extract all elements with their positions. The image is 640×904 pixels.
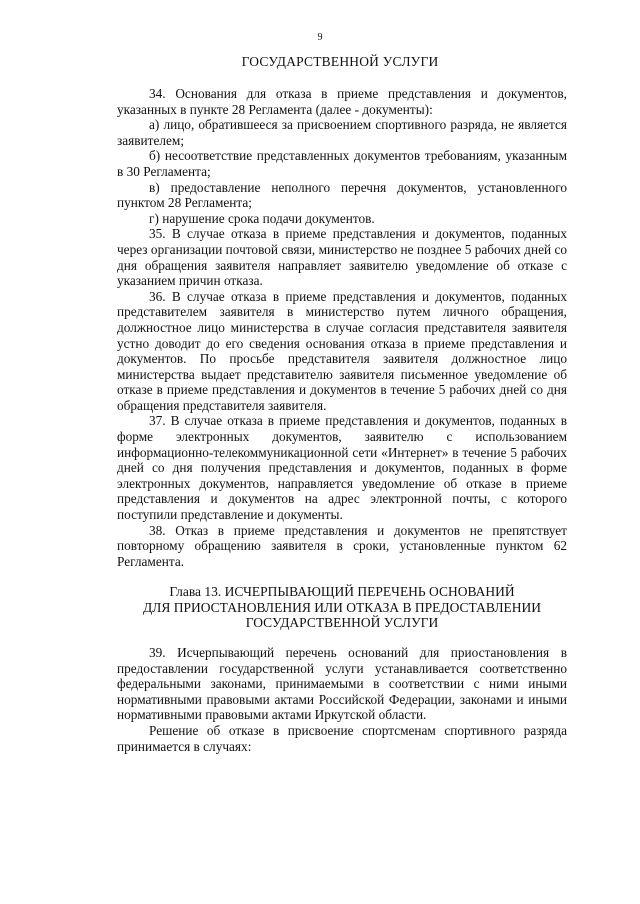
section-heading: ГОСУДАРСТВЕННОЙ УСЛУГИ	[241, 54, 439, 69]
paragraph-37: 37. В случае отказа в приеме представления и документов, поданных в форме электронных документов, заявителю с использованием информационно-телекоммуникационной сети «Интернет» в течение 5 рабочих дней со дня получения представления и документов, поданных в форме электронных документов, направляется уведомление об отказе в приеме представления и документов на адрес электронной почты, с которого поступили представление и документы.	[117, 413, 567, 523]
paragraph-39: 39. Исчерпывающий перечень оснований для приостановления в предоставлении государственной услуги устанавливается соответственно федеральными законами, принимаемыми в соответствии с ними иными нормативными правовыми актами Российской Федерации, законами и иными нормативными правовыми актами Иркутской области.	[117, 645, 567, 723]
paragraph-34d: г) нарушение срока подачи документов.	[149, 210, 375, 226]
paragraph-34c: в) предоставление неполного перечня документов, установленного пунктом 28 Регламента;	[117, 179, 567, 211]
paragraph-34: 34. Основания для отказа в приеме представления и документов, указанных в пункте 28 Регламента (далее - документы):	[117, 86, 567, 117]
text-block-2	[117, 645, 567, 754]
paragraph-35: 35. В случае отказа в приеме представления и документов, поданных через организации почтовой связи, министерство не позднее 5 рабочих дней со дня обращения заявителя направляет заявителю уведомление об отказе с указанием причин отказа.	[117, 226, 567, 289]
paragraph-refusal-decision: Решение об отказе в присвоение спортсменам спортивного разряда принимается в случаях:	[117, 722, 567, 754]
chapter-heading-line-2: ДЛЯ ПРИОСТАНОВЛЕНИЯ ИЛИ ОТКАЗА В ПРЕДОСТАВЛЕНИИ	[142, 599, 542, 615]
text-block-1	[117, 86, 567, 569]
chapter-heading-line-3: ГОСУДАРСТВЕННОЙ УСЛУГИ	[245, 615, 439, 631]
paragraph-34b: б) несоответствие представленных документов требованиям, указанным в 30 Регламента;	[117, 148, 567, 179]
page-number: 9	[317, 32, 323, 43]
chapter-heading-line-1: Глава 13. ИСЧЕРПЫВАЮЩИЙ ПЕРЕЧЕНЬ ОСНОВАНИЙ	[169, 584, 515, 599]
chapter-heading	[117, 584, 567, 631]
paragraph-38: 38. Отказ в приеме представления и документов не препятствует повторному обращению заявителя в сроки, установленные пунктом 62 Регламента.	[117, 522, 567, 569]
paragraph-34a: а) лицо, обратившееся за присвоением спортивного разряда, не является заявителем;	[117, 117, 567, 148]
paragraph-36: 36. В случае отказа в приеме представления и документов, поданных представителем заявителя в министерство путем личного обращения, должностное лицо министерства в случае согласия представителя заявителя устно доводит до его сведения основания отказа в приеме представления и документов. По просьбе представителя заявителя должностное лицо министерства выдает представителю заявителя письменное уведомление об отказе в приеме представления и документов в течение 5 рабочих дней со дня обращения представителя заявителя.	[117, 288, 567, 413]
